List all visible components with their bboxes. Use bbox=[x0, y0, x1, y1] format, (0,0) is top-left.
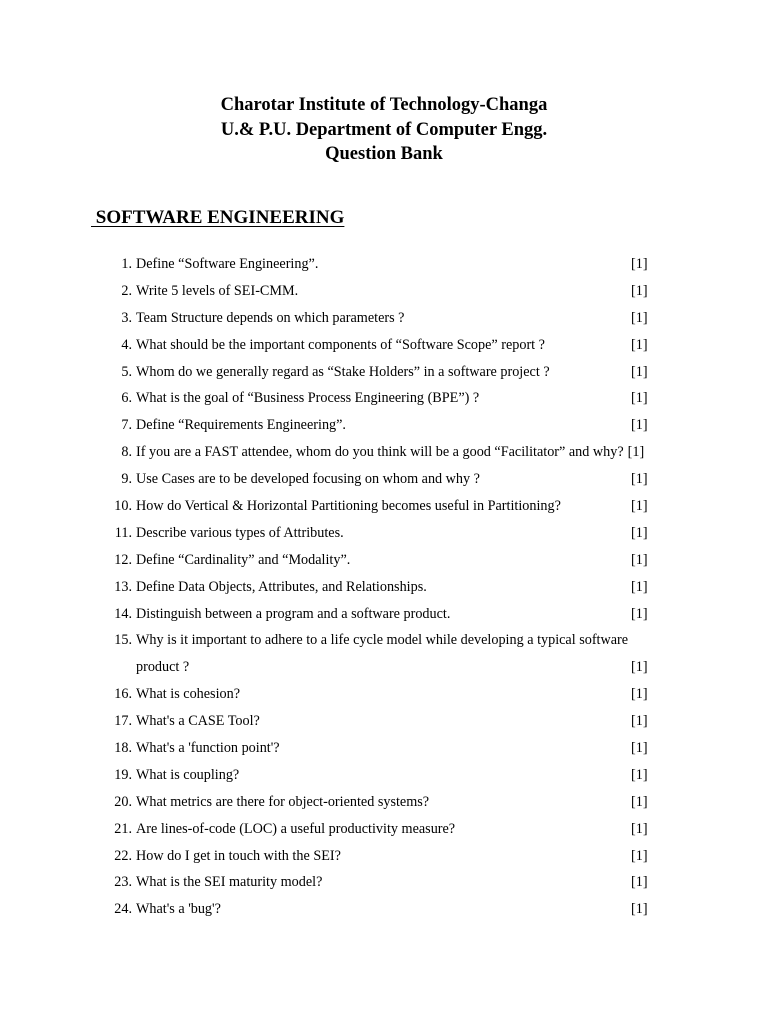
question-marks: [1] bbox=[631, 363, 648, 380]
section-title: SOFTWARE ENGINEERING bbox=[91, 207, 345, 228]
question-marks: [1] bbox=[631, 256, 648, 272]
question-item bbox=[0, 654, 768, 681]
question-item bbox=[0, 547, 768, 574]
question-text bbox=[136, 439, 644, 466]
question-marks: [1] bbox=[631, 471, 648, 488]
question-number: 18. bbox=[114, 740, 132, 757]
question-number: 3. bbox=[121, 309, 132, 326]
question-text bbox=[136, 654, 189, 681]
question-text-content: What is the SEI maturity model? bbox=[136, 874, 323, 891]
question-text bbox=[136, 493, 561, 520]
question-number: 7. bbox=[121, 417, 132, 434]
question-number: 21. bbox=[114, 820, 132, 837]
question-number: 16. bbox=[114, 686, 132, 703]
question-item bbox=[0, 359, 768, 386]
question-marks: [1] bbox=[631, 336, 648, 353]
question-marks: [1] bbox=[631, 282, 648, 299]
question-text-content: Define Data Objects, Attributes, and Relationships. bbox=[136, 578, 427, 595]
question-text-content: What is coupling? bbox=[136, 766, 240, 783]
question-number: 19. bbox=[114, 766, 132, 783]
question-marks: [1] bbox=[631, 766, 648, 783]
question-text bbox=[136, 359, 550, 386]
question-marks: [1] bbox=[631, 390, 648, 407]
question-number: 12. bbox=[114, 551, 132, 568]
question-marks: [1] bbox=[631, 793, 648, 810]
question-item bbox=[0, 896, 768, 923]
question-item bbox=[0, 627, 768, 654]
question-text bbox=[136, 681, 240, 708]
question-text bbox=[136, 520, 344, 547]
question-text-content: Write 5 levels of SEI-CMM. bbox=[136, 282, 299, 299]
question-text bbox=[136, 305, 404, 332]
question-text-content: Use Cases are to be developed focusing on whom and why ? bbox=[136, 471, 480, 488]
question-text bbox=[136, 332, 545, 359]
question-marks: [1] bbox=[631, 874, 648, 891]
question-number: 6. bbox=[121, 390, 132, 407]
question-text-content: If you are a FAST attendee, whom do you think will be a good “Facilitator” and why? bbox=[136, 444, 624, 461]
question-text bbox=[136, 466, 480, 493]
question-text bbox=[136, 627, 628, 654]
question-text bbox=[136, 789, 429, 816]
question-number: 1. bbox=[121, 256, 132, 272]
question-marks: [1] bbox=[631, 820, 648, 837]
question-text-content: What's a CASE Tool? bbox=[136, 713, 260, 730]
question-text bbox=[136, 574, 427, 601]
question-number: 8. bbox=[121, 444, 132, 461]
question-marks: [1] bbox=[631, 740, 648, 757]
question-text bbox=[136, 708, 260, 735]
question-number: 9. bbox=[121, 471, 132, 488]
question-text bbox=[136, 412, 346, 439]
question-item bbox=[0, 681, 768, 708]
department-name: U.& P.U. Department of Computer Engg. bbox=[220, 119, 548, 140]
question-number: 20. bbox=[114, 793, 132, 810]
question-number: 2. bbox=[121, 282, 132, 299]
question-number: 13. bbox=[114, 578, 132, 595]
question-number: 15. bbox=[114, 632, 132, 649]
question-marks: [1] bbox=[631, 578, 648, 595]
question-item bbox=[0, 735, 768, 762]
question-text-content: Describe various types of Attributes. bbox=[136, 524, 344, 541]
question-item bbox=[0, 574, 768, 601]
question-item bbox=[0, 466, 768, 493]
question-text-content: Team Structure depends on which parameters ? bbox=[136, 309, 405, 326]
question-text-content: Distinguish between a program and a software product. bbox=[136, 605, 451, 622]
question-item bbox=[0, 305, 768, 332]
question-item bbox=[0, 789, 768, 816]
question-marks: [1] bbox=[631, 847, 648, 864]
question-text-content: Define “Cardinality” and “Modality”. bbox=[136, 551, 351, 568]
question-marks: [1] bbox=[631, 901, 648, 918]
question-item bbox=[0, 762, 768, 789]
question-number: 11. bbox=[114, 524, 132, 541]
question-number: 17. bbox=[114, 713, 132, 730]
question-text bbox=[136, 601, 450, 628]
question-text-content: What is the goal of “Business Process Engineering (BPE”) ? bbox=[136, 390, 480, 407]
question-text-content: Define “Software Engineering”. bbox=[136, 256, 319, 272]
question-text bbox=[136, 385, 479, 412]
question-marks: [1] bbox=[631, 309, 648, 326]
question-item bbox=[0, 843, 768, 870]
question-marks: [1] bbox=[631, 605, 648, 622]
question-number: 14. bbox=[114, 605, 132, 622]
question-text-content: Define “Requirements Engineering”. bbox=[136, 417, 346, 434]
question-number: 10. bbox=[114, 498, 132, 515]
question-text bbox=[136, 843, 341, 870]
question-item bbox=[0, 385, 768, 412]
question-marks: [1] bbox=[631, 524, 648, 541]
question-text-content: How do I get in touch with the SEI? bbox=[136, 847, 341, 864]
question-item bbox=[0, 601, 768, 628]
question-number: 4. bbox=[121, 336, 132, 353]
question-item bbox=[0, 708, 768, 735]
question-text-content: Whom do we generally regard as “Stake Holders” in a software project ? bbox=[136, 363, 550, 380]
question-number: 22. bbox=[114, 847, 132, 864]
question-text-content: What is cohesion? bbox=[136, 686, 241, 703]
question-item bbox=[0, 412, 768, 439]
question-marks: [1] bbox=[631, 498, 648, 515]
question-text bbox=[136, 762, 239, 789]
question-marks: [1] bbox=[631, 417, 648, 434]
question-marks: [1] bbox=[631, 686, 648, 703]
question-marks: [1] bbox=[627, 444, 645, 461]
question-number: 23. bbox=[114, 874, 132, 891]
question-item bbox=[0, 493, 768, 520]
question-item bbox=[0, 439, 768, 466]
question-text-content: What metrics are there for object-oriented systems? bbox=[136, 793, 430, 810]
question-text-content: Are lines-of-code (LOC) a useful productivity measure? bbox=[136, 820, 456, 837]
question-text bbox=[136, 547, 350, 574]
question-item bbox=[0, 816, 768, 843]
question-text-content: How do Vertical & Horizontal Partitioning becomes useful in Partitioning? bbox=[136, 498, 561, 515]
question-item bbox=[0, 520, 768, 547]
question-list bbox=[0, 251, 768, 923]
document-header bbox=[0, 93, 768, 167]
question-marks: [1] bbox=[631, 551, 648, 568]
question-number: 5. bbox=[121, 363, 132, 380]
question-text bbox=[136, 735, 280, 762]
question-text bbox=[136, 816, 455, 843]
question-text bbox=[136, 896, 221, 923]
question-item bbox=[0, 869, 768, 896]
question-number: 24. bbox=[114, 901, 132, 918]
question-item bbox=[0, 278, 768, 305]
question-text bbox=[136, 869, 322, 896]
question-text-content: product ? bbox=[136, 659, 190, 676]
question-marks: [1] bbox=[631, 659, 648, 676]
question-text bbox=[136, 251, 318, 278]
question-text-content: What's a 'bug'? bbox=[136, 901, 221, 918]
question-text-content: What should be the important components of “Software Scope” report ? bbox=[136, 336, 545, 353]
question-item bbox=[0, 332, 768, 359]
institute-name: Charotar Institute of Technology-Changa bbox=[220, 95, 548, 115]
question-item bbox=[0, 251, 768, 278]
question-marks: [1] bbox=[631, 713, 648, 730]
question-text bbox=[136, 278, 298, 305]
question-text-content: What's a 'function point'? bbox=[136, 740, 280, 757]
document-title: Question Bank bbox=[325, 144, 443, 164]
question-text-content: Why is it important to adhere to a life cycle model while developing a typical software bbox=[136, 632, 629, 649]
